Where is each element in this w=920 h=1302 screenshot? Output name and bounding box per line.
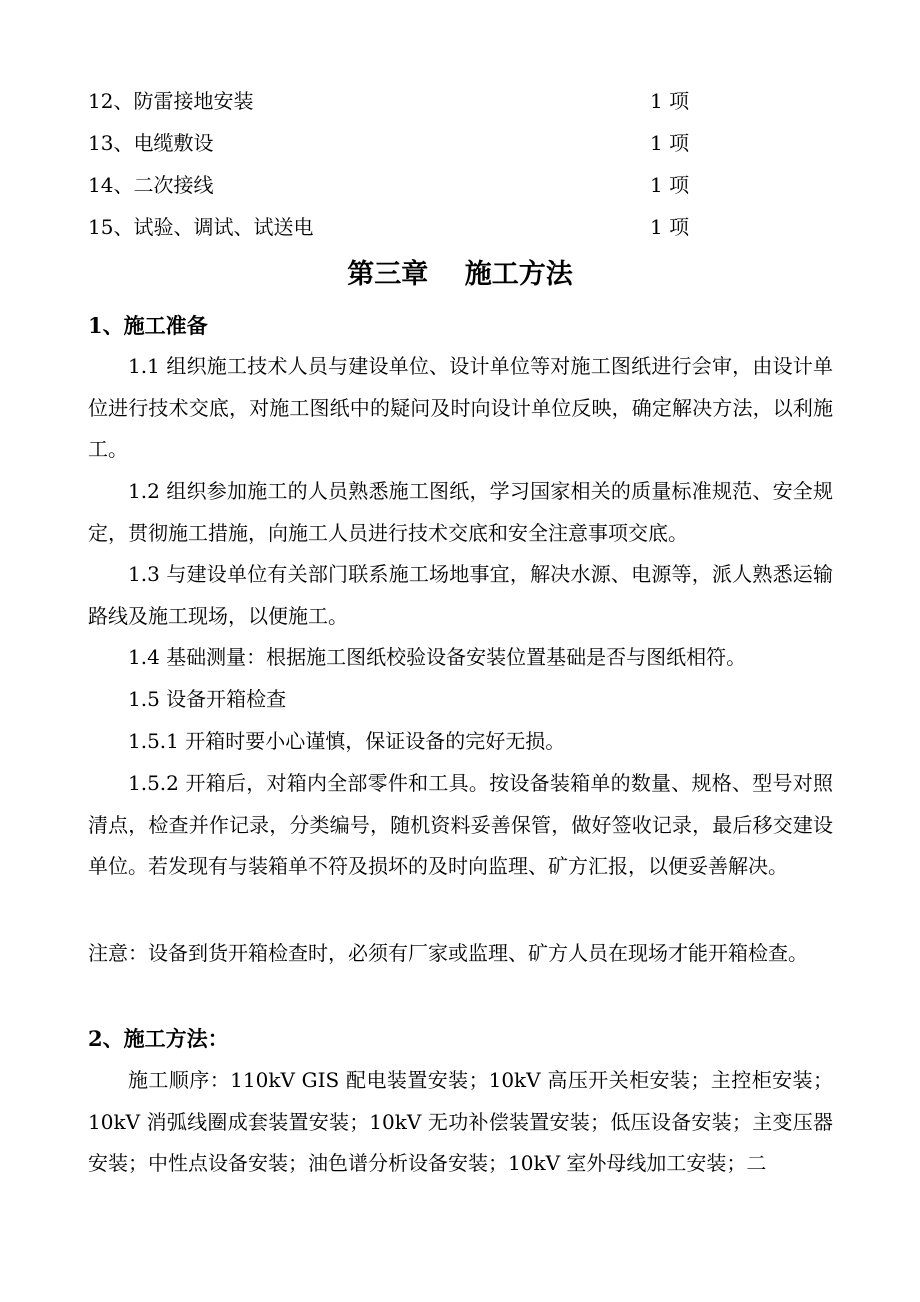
item-quantity: 1 项 <box>650 89 690 113</box>
section-heading-preparation: 1、施工准备 <box>88 313 208 338</box>
section-heading-methods: 2、施工方法： <box>88 1026 229 1051</box>
item-quantity: 1 项 <box>650 215 690 239</box>
list-item <box>88 80 688 122</box>
item-label: 14、二次接线 <box>88 173 214 197</box>
item-label: 13、电缆敷设 <box>88 131 214 155</box>
note-paragraph: 注意：设备到货开箱检查时，必须有厂家或监理、矿方人员在现场才能开箱检查。 <box>88 941 808 965</box>
list-item <box>88 206 688 248</box>
item-quantity: 1 项 <box>650 131 690 155</box>
paragraph-1-5-1: 1.5.1 开箱时要小心谨慎，保证设备的完好无损。 <box>128 729 566 753</box>
list-item <box>88 164 688 206</box>
construction-sequence-paragraph: 施工顺序：110kV GIS 配电装置安装；10kV 高压开关柜安装；主控柜安装；10kV 消弧线圈成套装置安装；10kV 无功补偿装置安装；低压设备安装；主变压器安装；中性点设备安装；油色谱分析设备安装；10kV 室外母线加工安装；二 <box>88 1068 833 1176</box>
item-quantity: 1 项 <box>650 173 690 197</box>
item-label: 12、防雷接地安装 <box>88 89 254 113</box>
paragraph-1-2: 1.2 组织参加施工的人员熟悉施工图纸，学习国家相关的质量标准规范、安全规定，贯彻施工措施，向施工人员进行技术交底和安全注意事项交底。 <box>88 479 833 545</box>
chapter-title: 第三章 施工方法 <box>347 259 573 290</box>
paragraph-1-1: 1.1 组织施工技术人员与建设单位、设计单位等对施工图纸进行会审，由设计单位进行技术交底，对施工图纸中的疑问及时向设计单位反映，确定解决方法，以利施工。 <box>88 354 833 462</box>
paragraph-1-4: 1.4 基础测量：根据施工图纸校验设备安装位置基础是否与图纸相符。 <box>128 645 747 669</box>
paragraph-1-3: 1.3 与建设单位有关部门联系施工场地事宜，解决水源、电源等，派人熟悉运输路线及施工现场，以便施工。 <box>88 562 833 628</box>
list-item <box>88 122 688 164</box>
paragraph-1-5: 1.5 设备开箱检查 <box>128 687 287 711</box>
paragraph-1-5-2: 1.5.2 开箱后，对箱内全部零件和工具。按设备装箱单的数量、规格、型号对照清点，检查并作记录，分类编号，随机资料妥善保管，做好签收记录，最后移交建设单位。若发现有与装箱单不符及损坏的及时向监理、矿方汇报，以便妥善解决。 <box>88 771 833 879</box>
item-label: 15、试验、调试、试送电 <box>88 215 314 239</box>
